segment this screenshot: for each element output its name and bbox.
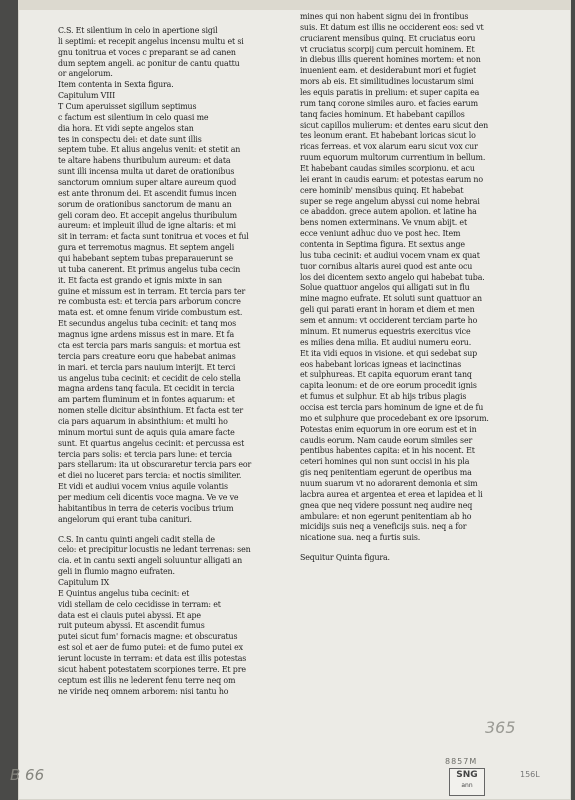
text-column-left <box>58 26 288 697</box>
text-line: mines qui non habent signu dei in frontibus <box>300 12 469 21</box>
text-line: sit in terram: et facta sunt tonitrua et voces et ful <box>58 232 249 242</box>
text-line: lus tuba cecinit: et audiui vocem vnam ex quat <box>300 250 480 260</box>
text-line: it. Et facta est grando et ignis mixte in san <box>58 275 222 285</box>
text-line: caudis eorum. Nam caude eorum similes ser <box>300 435 473 445</box>
shelf-mark: B 66 <box>10 766 45 784</box>
text-line: ruum equorum multorum currentium in bellum. <box>300 153 486 163</box>
text-line: es milies dena milia. Et audiui numeru eoru. <box>300 337 472 347</box>
text-line: T Cum aperuisset sigillum septimus <box>58 102 197 112</box>
text-line: nomen stelle dicitur absinthium. Et facta est ter <box>58 406 244 416</box>
text-line: rum tanq corone similes auro. et facies earum <box>300 98 478 108</box>
text-line: sunt. Et quartus angelus cecinit: et percussa est <box>58 438 245 448</box>
text-line: sicut capillos mulierum: et dentes earu sicut den <box>300 120 489 130</box>
text-line: super se rege angelum abyssi cui nome hebrai <box>300 196 480 206</box>
text-line: pars stellarum: ita ut obscuraretur tercia pars eor <box>58 460 252 470</box>
text-line: guine et missum est in terram. Et tercia pars ter <box>58 286 246 296</box>
stamp-line-1: SNG <box>456 770 478 780</box>
text-line: inuenient eam. et desiderabunt mori et fugiet <box>300 66 477 76</box>
text-line: nuum suarum vt no adorarent demonia et sim <box>300 478 478 488</box>
text-line: minum mortui sunt de aquis quia amare facte <box>58 427 235 437</box>
text-line: micidijs suis neq a veneficijs suis. neq a for <box>300 522 467 532</box>
text-line: nicatione sua. neq a furtis suis. <box>300 533 421 543</box>
text-line: C.S. In cantu quinti angeli cadit stella de <box>58 534 215 544</box>
text-line: mors ab eis. Et similitudines locustarum simi <box>300 77 474 87</box>
text-line: sanctorum omnium super altare aureum quod <box>58 178 237 188</box>
text-line: tes leonum erant. Et habebant loricas sicut lo <box>300 131 476 141</box>
text-line: cia. et in cantu sexti angeli soluuntur alligati an <box>58 556 242 566</box>
text-line: minum. Et numerus equestris exercitus vice <box>300 326 471 336</box>
text-line: ce abaddon. grece autem apolion. et latine ha <box>300 207 477 217</box>
text-line: cia pars aquarum in absinthium: et multi ho <box>58 416 228 426</box>
text-line: or angelorum. <box>58 69 113 79</box>
library-stamp <box>449 768 485 796</box>
text-line: eos habebant loricas igneas et iacinctinas <box>300 359 462 369</box>
text-line: angelorum qui erant tuba canituri. <box>58 514 192 524</box>
text-line: tanq facies hominum. Et habebant capillos <box>300 109 465 119</box>
text-line: aureum: et impleuit illud de igne altaris: et mi <box>58 221 236 231</box>
text-line: in diebus illis querent homines mortem: et non <box>300 55 481 65</box>
text-column-right <box>300 12 532 564</box>
text-line: et fumus et sulphur. Et ab hijs tribus plagis <box>300 392 467 402</box>
text-line: lacbra aurea et argentea et erea et lapidea et li <box>300 489 483 499</box>
text-line: data est ei clauis putei abyssi. Et ape <box>58 610 201 620</box>
text-line: magnus igne ardens missus est in mare. Et fa <box>58 330 234 340</box>
text-line: septem tube. Et alius angelus venit: et stetit an <box>58 145 241 155</box>
text-line: ambulare: et non egerunt penitentiam ab ho <box>300 511 472 521</box>
text-line: gura et terremotus magnus. Et septem angeli <box>58 243 235 253</box>
text-line: gnu tonitrua et voces c preparant se ad canen <box>58 47 236 57</box>
text-line: ecce veniunt adhuc duo ve post hec. Item <box>300 229 461 239</box>
text-line: tercia pars solis: et tercia pars lune: et tercia <box>58 449 232 459</box>
text-line: gis neq penitentiam egerunt de operibus ma <box>300 468 472 478</box>
stamp-line-2: ann <box>461 782 473 789</box>
text-line: est sol et aer de fumo putei: et de fumo putei ex <box>58 643 243 653</box>
text-line: vt cruciatus scorpij cum percuit hominem. Et <box>300 44 475 54</box>
text-line: te altare habens thuribulum aureum: et data <box>58 156 231 166</box>
text-line: sunt illi incensa multa ut daret de orationibus <box>58 167 235 177</box>
text-line: geli qui parati erant in horam et diem et men <box>300 305 475 315</box>
text-line: tercia pars creature eoru que habebat animas <box>58 351 236 361</box>
text-line: geli in flumio magno eufraten. <box>58 567 175 577</box>
manuscript-page <box>18 0 571 800</box>
text-line: c factum est silentium in celo quasi me <box>58 112 209 122</box>
text-line: ne viride neq omnem arborem: nisi tantu ho <box>58 686 229 696</box>
text-line: pentibus habentes capita: et in his nocent. Et <box>300 446 475 456</box>
text-line: gnea que neq videre possunt neq audire neq <box>300 500 473 510</box>
text-line: sorum de orationibus sanctorum de manu an <box>58 199 232 209</box>
text-line: mata est. et omne fenum viride combustum est. <box>58 308 243 318</box>
text-line: cere hominib' mensibus quinq. Et habebat <box>300 185 464 195</box>
text-line: sem et annum: vt occiderent terciam parte ho <box>300 316 478 326</box>
text-line: Solue quattuor angelos qui alligati sut in flu <box>300 283 470 293</box>
text-line: Capitulum IX <box>58 577 110 587</box>
text-line: suis. Et datum est illis ne occiderent eos: sed vt <box>300 22 484 32</box>
text-line: los dei dicentem sexto angelo qui habebat tuba. <box>300 272 485 282</box>
text-line: re combusta est: et tercia pars arborum concre <box>58 297 241 307</box>
text-line <box>300 544 532 553</box>
text-line: dia hora. Et vidi septe angelos stan <box>58 123 194 133</box>
text-line: ruit puteum abyssi. Et ascendit fumus <box>58 621 205 631</box>
text-line: habitantibus in terra de ceteris vocibus trium <box>58 503 234 513</box>
text-line: geli coram deo. Et accepit angelus thuribulum <box>58 210 237 220</box>
text-line: capita leonum: et de ore eorum procedit ignis <box>300 381 477 391</box>
text-line: sicut habent potestatem scorpiones terre. Et pre <box>58 664 246 674</box>
text-line: Et habebant caudas similes scorpionu. et acu <box>300 164 475 174</box>
text-line: Capitulum VIII <box>58 91 116 101</box>
text-line <box>58 526 288 535</box>
text-line: Sequitur Quinta figura. <box>300 553 390 563</box>
text-line: E Quintus angelus tuba cecinit: et <box>58 588 190 598</box>
text-line: Et vidi et audiui vocem vnius aquile volantis <box>58 482 228 492</box>
text-line: occisa est tercia pars hominum de igne et de fu <box>300 402 484 412</box>
text-line: ierunt locuste in terram: et data est illis potestas <box>58 653 247 663</box>
text-line: cta est tercia pars maris sanguis: et mortua est <box>58 340 241 350</box>
text-line: dum septem angeli. ac ponitur de cantu quattu <box>58 58 240 68</box>
text-line: ricas ferreas. et vox alarum earu sicut vox cur <box>300 142 478 152</box>
text-line: Potestas enim equorum in ore eorum est et in <box>300 424 477 434</box>
text-line: putei sicut fum' fornacis magne: et obscuratus <box>58 632 238 642</box>
text-line: les equis paratis in prelium: et super capita ea <box>300 88 480 98</box>
text-line: contenta in Septima figura. Et sextus ange <box>300 240 465 250</box>
text-line: Et secundus angelus tuba cecinit: et tanq mos <box>58 319 236 329</box>
text-line: per medium celi dicentis voce magna. Ve ve ve <box>58 492 239 502</box>
text-line: in mari. et tercia pars nauium interijt. Et terci <box>58 362 236 372</box>
text-line: vidi stellam de celo cecidisse in terram: et <box>58 599 221 609</box>
text-line: us angelus tuba cecinit: et cecidit de celo stella <box>58 373 241 383</box>
text-line: Item contenta in Sexta figura. <box>58 80 174 90</box>
text-line: et diei no luceret pars tercia: et noctis similiter. <box>58 471 242 481</box>
text-line: ceteri homines qui non sunt occisi in his pla <box>300 457 470 467</box>
text-line: mo et sulphure que procedebant ex ore ipsorum. <box>300 413 489 423</box>
stamp-number: 8857M <box>445 757 478 766</box>
text-line: am partem fluminum et in fontes aquarum: et <box>58 395 235 405</box>
text-line: ut tuba canerent. Et primus angelus tuba cecin <box>58 264 241 274</box>
text-line: lei erant in caudis earum: et potestas earum no <box>300 174 483 184</box>
text-line: qui habebant septem tubas preparauerunt se <box>58 254 233 264</box>
text-line: bens nomen exterminans. Ve vnum abijt. et <box>300 218 467 228</box>
text-line: tuor cornibus altaris aurei quod est ante ocu <box>300 261 473 271</box>
text-line: magna ardens tanq facula. Et cecidit in tercia <box>58 384 235 394</box>
text-line: est ante thronum dei. Et ascendit fumus incen <box>58 188 237 198</box>
text-line: celo: et precipitur locustis ne ledant terrenas: sen <box>58 545 251 555</box>
text-line: tes in conspectu dei: et date sunt illis <box>58 134 202 144</box>
text-line: cruciarent mensibus quinq. Et cruciatus eoru <box>300 33 476 43</box>
pencil-note: 156L <box>520 770 540 779</box>
folio-number: 365 <box>485 718 516 737</box>
text-line: ceptum est illis ne lederent fenu terre neq om <box>58 675 236 685</box>
text-line: C.S. Et silentium in celo in apertione sigil <box>58 26 218 35</box>
text-line: mine magno eufrate. Et soluti sunt quattuor an <box>300 294 482 304</box>
text-line: et sulphureas. Et capita equorum erant tanq <box>300 370 472 380</box>
text-line: li septimi: et recepit angelus incensu multu et si <box>58 36 244 46</box>
text-line: Et ita vidi equos in visione. et qui sedebat sup <box>300 348 478 358</box>
